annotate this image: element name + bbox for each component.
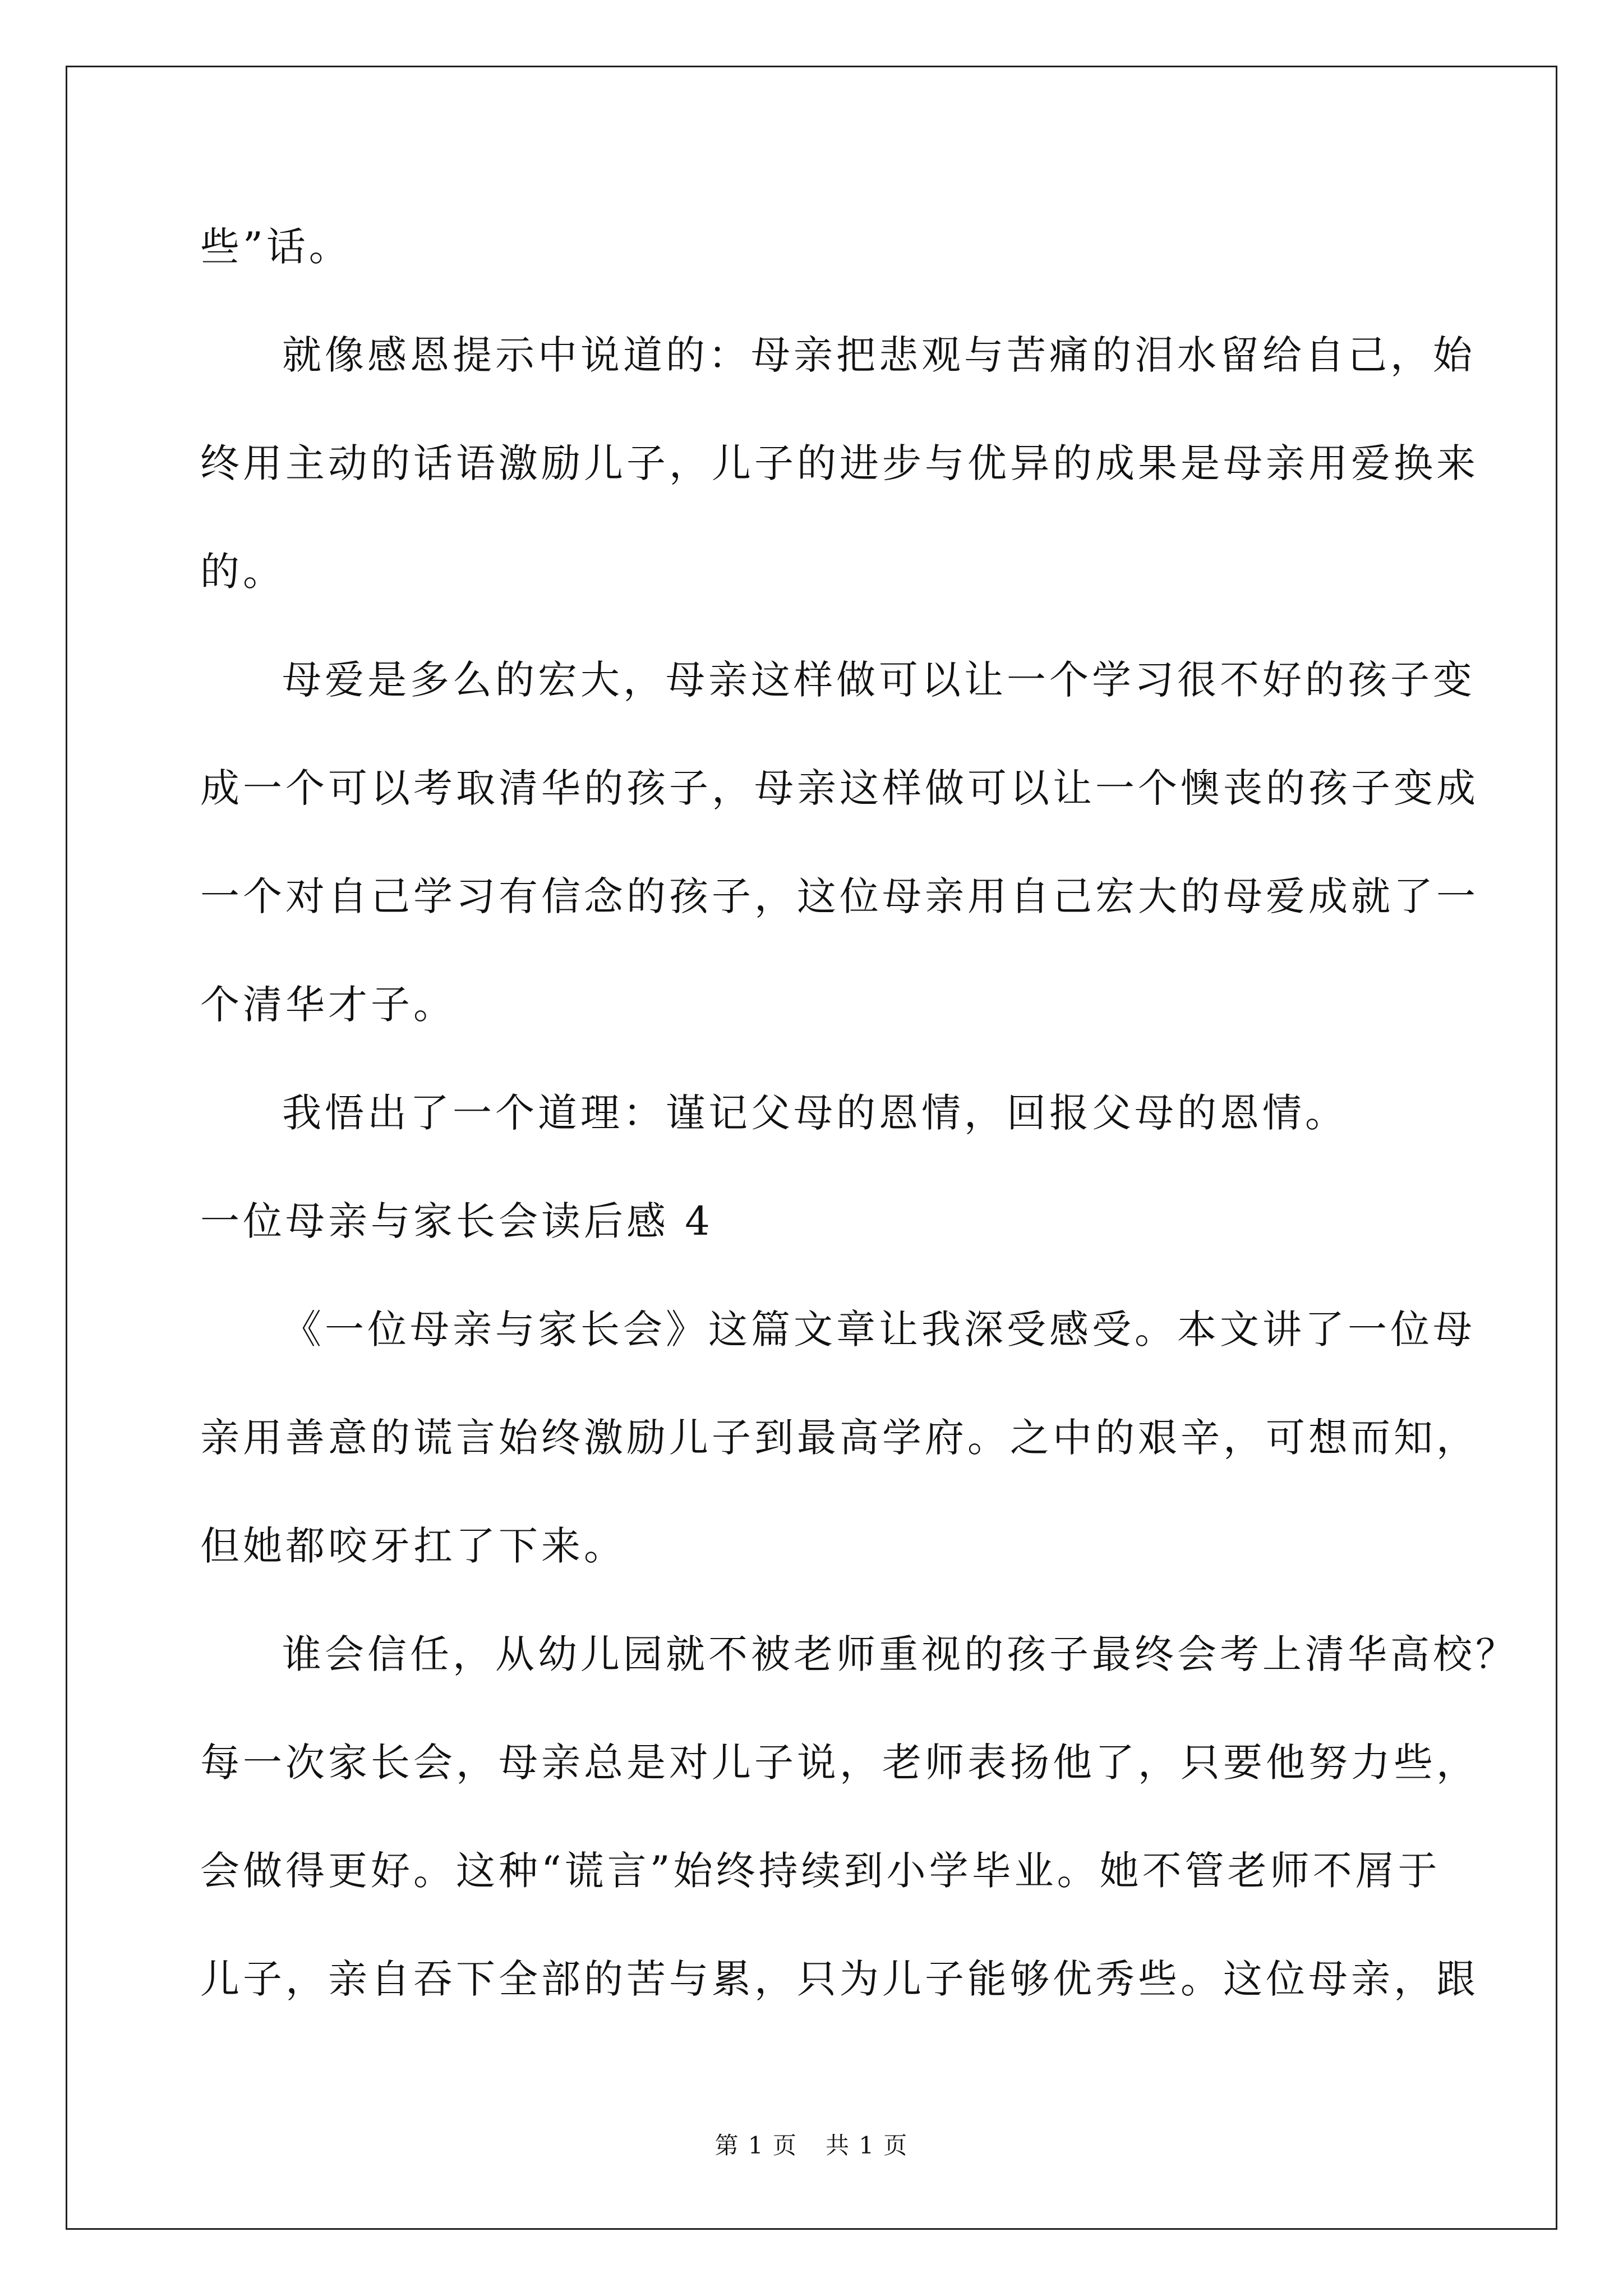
text-line: 的。 xyxy=(200,549,285,595)
text-line: 终用主动的话语激励儿子，儿子的进步与优异的成果是母亲用爱换来 xyxy=(200,440,1479,486)
paragraph-line: 谁会信任，从幼儿园就不被老师重视的孩子最终会考上清华高校？ xyxy=(282,1631,1518,1677)
text-line: 亲用善意的谎言始终激励儿子到最高学府。之中的艰辛，可想而知， xyxy=(200,1415,1479,1461)
page-total: 共 1 页 xyxy=(826,2132,909,2159)
paragraph-line: 母爱是多么的宏大，母亲这样做可以让一个学习很不好的孩子变 xyxy=(282,657,1476,703)
text-line: 个清华才子。 xyxy=(200,982,456,1028)
page-footer xyxy=(0,2129,1623,2162)
section-heading: 一位母亲与家长会读后感 4 xyxy=(200,1198,713,1244)
text-line: 每一次家长会，母亲总是对儿子说，老师表扬他了，只要他努力些， xyxy=(200,1740,1479,1786)
page-number: 第 1 页 xyxy=(714,2132,797,2159)
paragraph-line: 《一位母亲与家长会》这篇文章让我深受感受。本文讲了一位母 xyxy=(282,1306,1476,1352)
page-border xyxy=(66,66,1557,2230)
paragraph-line: 我悟出了一个道理：谨记父母的恩情，回报父母的恩情。 xyxy=(282,1090,1348,1136)
text-line: 一个对自己学习有信念的孩子，这位母亲用自己宏大的母爱成就了一 xyxy=(200,873,1479,919)
text-line: 成一个可以考取清华的孩子，母亲这样做可以让一个懊丧的孩子变成 xyxy=(200,765,1479,811)
text-line: 但她都咬牙扛了下来。 xyxy=(200,1523,626,1569)
text-line: 儿子，亲自吞下全部的苦与累，只为儿子能够优秀些。这位母亲，跟 xyxy=(200,1956,1479,2002)
text-line: 些”话。 xyxy=(200,224,352,270)
text-line: 会做得更好。这种“谎言”始终持续到小学毕业。她不管老师不屑于 xyxy=(200,1848,1441,1894)
paragraph-line: 就像感恩提示中说道的：母亲把悲观与苦痛的泪水留给自己，始 xyxy=(282,332,1476,378)
